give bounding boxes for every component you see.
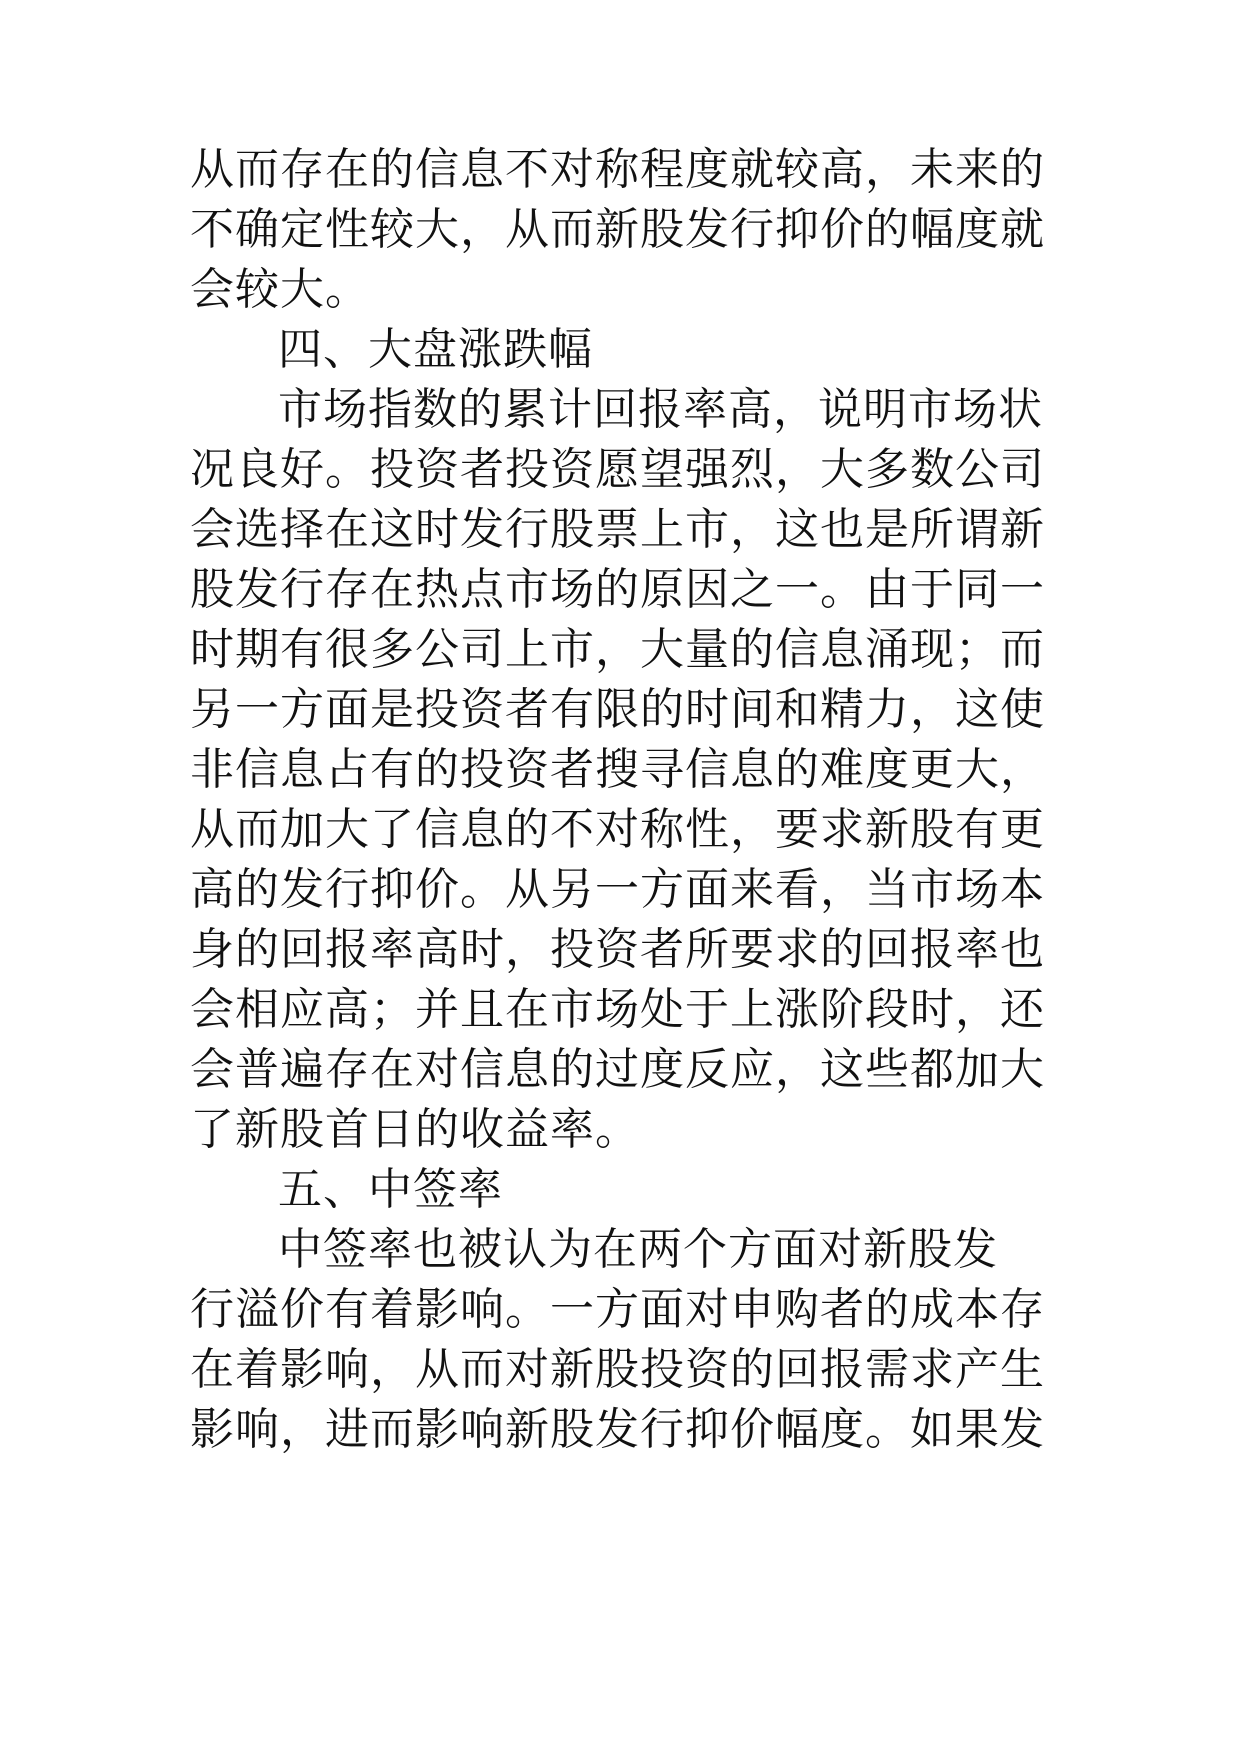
text-line: 在着影响，从而对新股投资的回报需求产生 [190, 1344, 1045, 1395]
text-line: 另一方面是投资者有限的时间和精力，这使 [190, 684, 1045, 735]
paragraph-first-line: 市场指数的累计回报率高，说明市场状 [278, 384, 1043, 435]
paragraph-first-line: 中签率也被认为在两个方面对新股发 [278, 1224, 998, 1275]
section-heading: 五、中签率 [278, 1164, 503, 1215]
text-line: 从而加大了信息的不对称性，要求新股有更 [190, 804, 1045, 855]
text-line: 高的发行抑价。从另一方面来看，当市场本 [190, 864, 1045, 915]
text-line: 不确定性较大，从而新股发行抑价的幅度就 [190, 204, 1045, 255]
text-line: 会较大。 [190, 264, 370, 315]
text-line: 身的回报率高时，投资者所要求的回报率也 [190, 924, 1045, 975]
text-line: 股发行存在热点市场的原因之一。由于同一 [190, 564, 1045, 615]
text-line: 行溢价有着影响。一方面对申购者的成本存 [190, 1284, 1045, 1335]
text-line: 影响，进而影响新股发行抑价幅度。如果发 [190, 1404, 1045, 1455]
text-line: 会选择在这时发行股票上市，这也是所谓新 [190, 504, 1045, 555]
text-line: 况良好。投资者投资愿望强烈，大多数公司 [190, 444, 1045, 495]
section-heading: 四、大盘涨跌幅 [278, 324, 593, 375]
text-line: 非信息占有的投资者搜寻信息的难度更大， [190, 744, 1045, 795]
text-line: 时期有很多公司上市，大量的信息涌现；而 [190, 624, 1045, 675]
text-line: 会普遍存在对信息的过度反应，这些都加大 [190, 1044, 1045, 1095]
body-text [190, 140, 1070, 1460]
text-line: 会相应高；并且在市场处于上涨阶段时，还 [190, 984, 1045, 1035]
text-line: 从而存在的信息不对称程度就较高，未来的 [190, 144, 1045, 195]
text-line: 了新股首日的收益率。 [190, 1104, 640, 1155]
